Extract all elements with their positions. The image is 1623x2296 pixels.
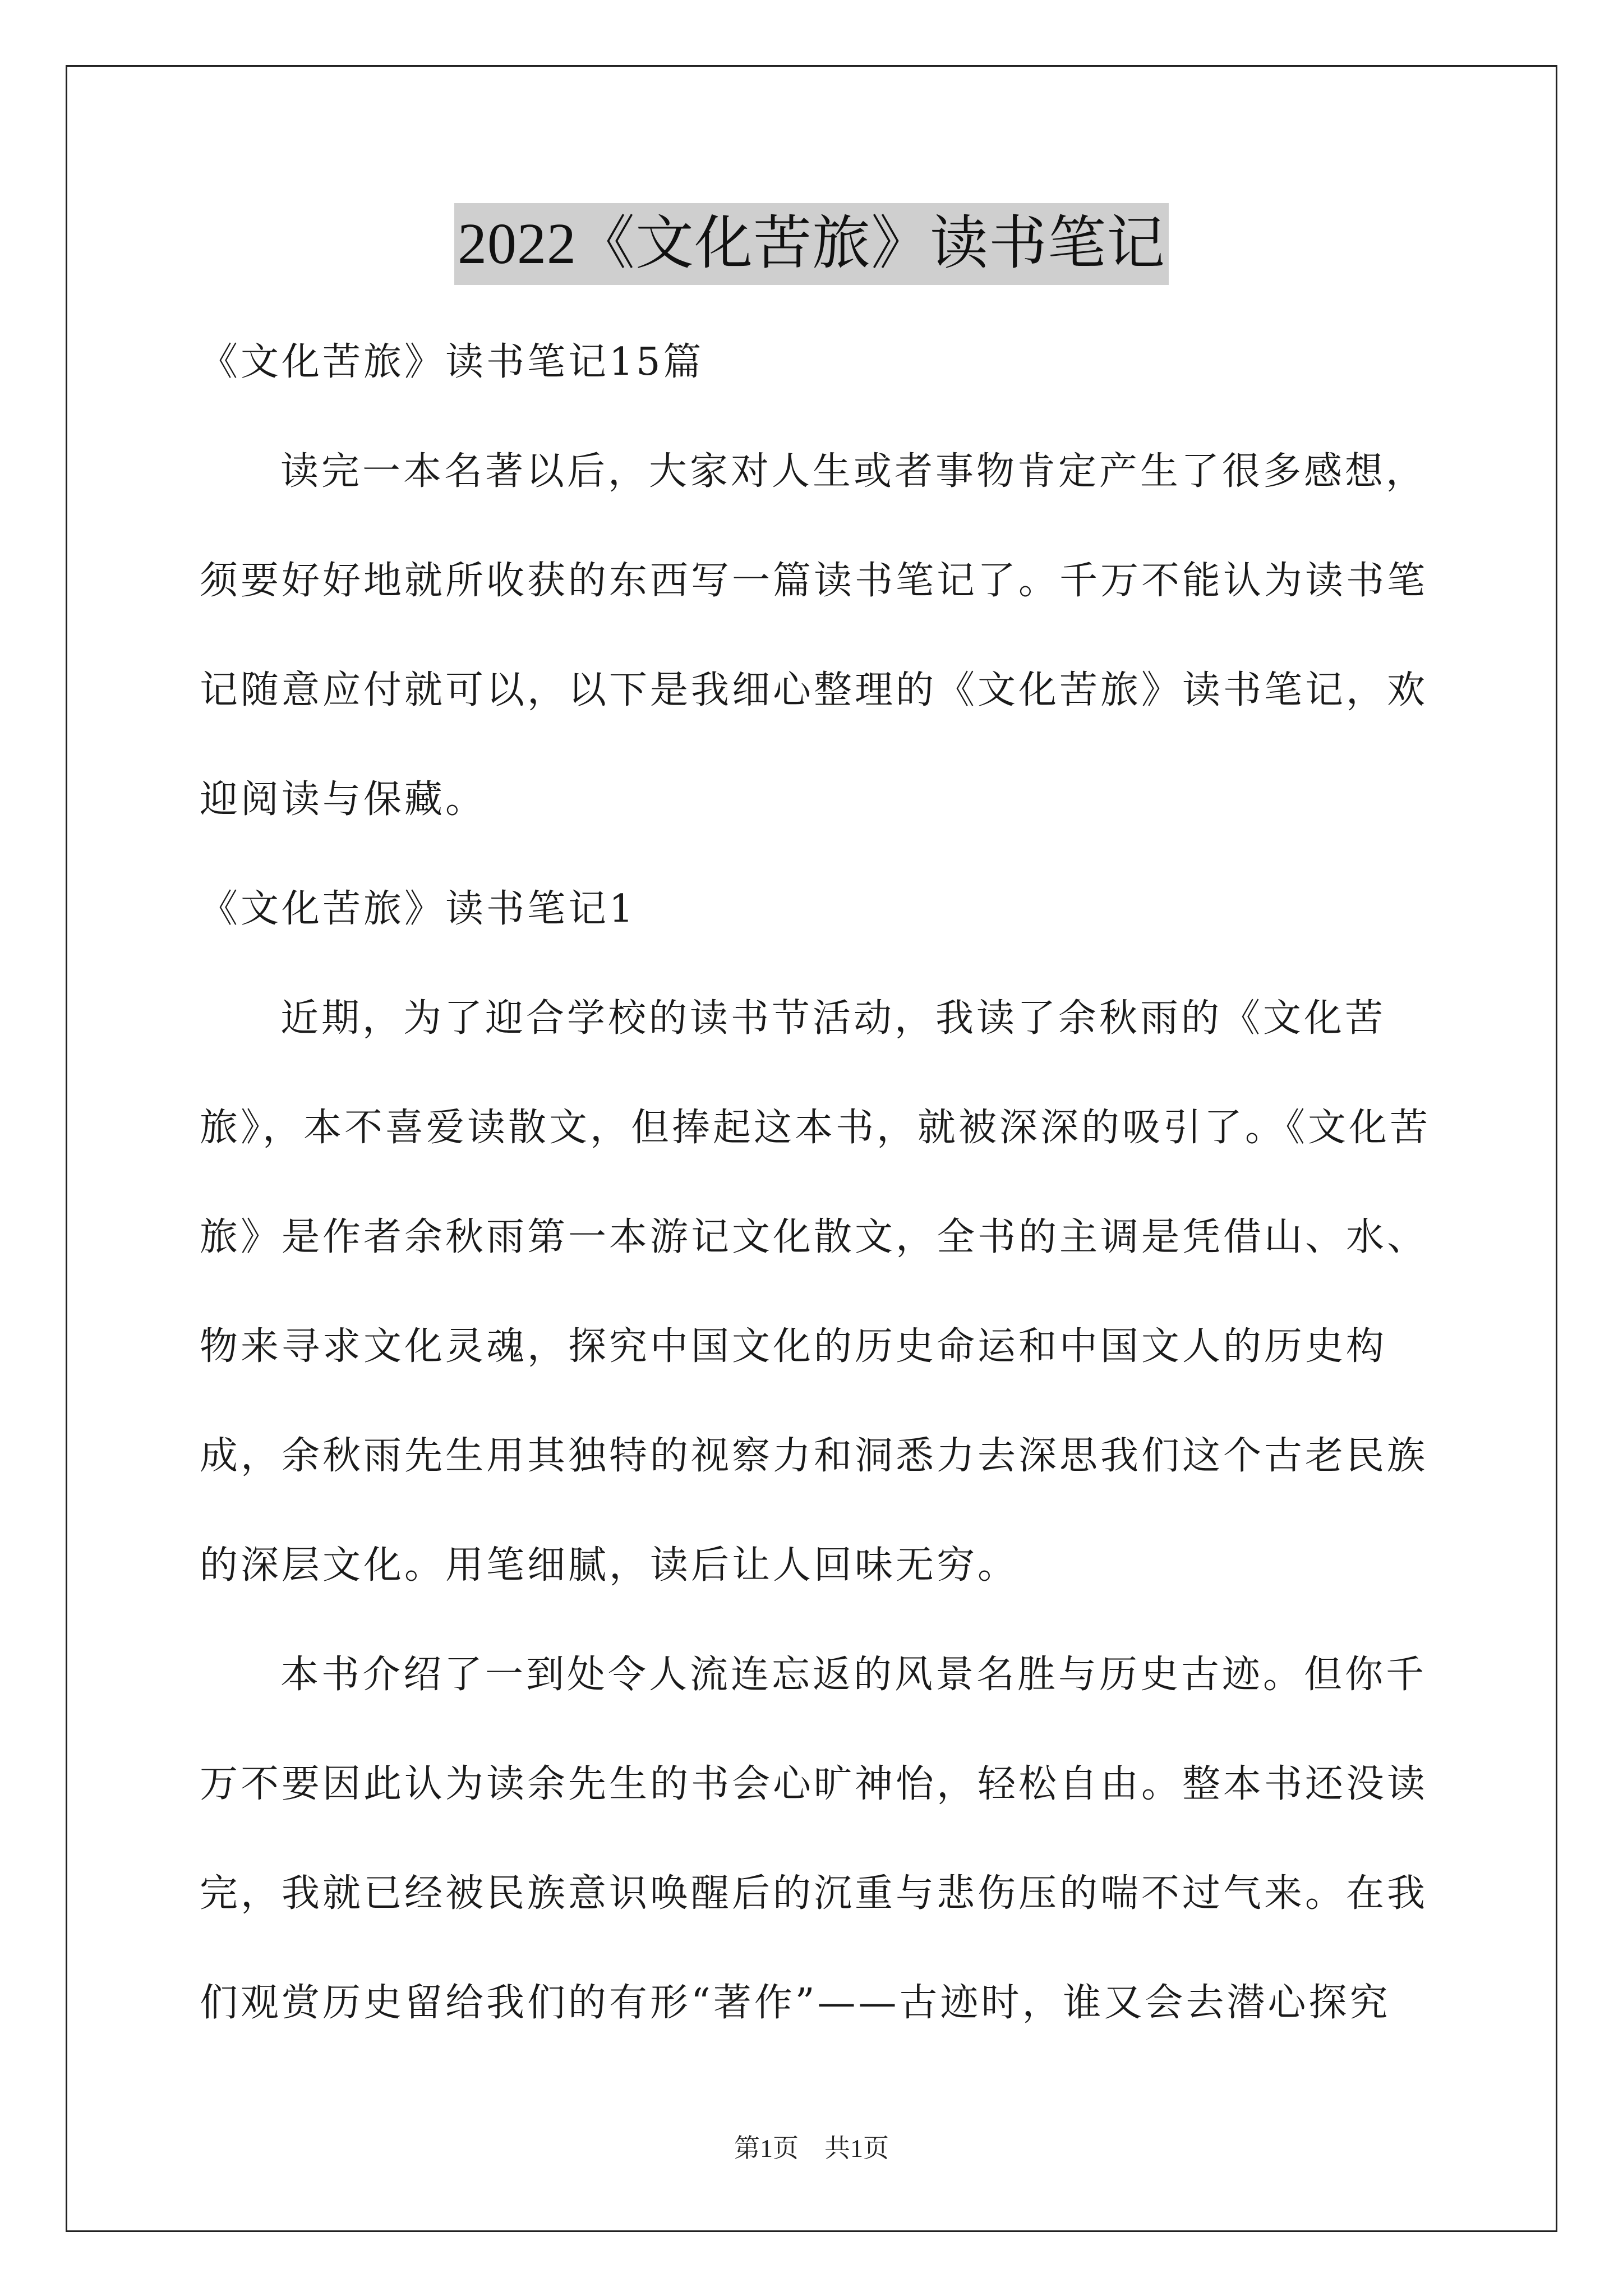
document-body <box>200 307 1467 2058</box>
body-paragraph: 本书介绍了一到处令人流连忘返的风景名胜与历史古迹。但你千万不要因此认为读余先生的书会心旷神怡，轻松自由。整本书还没读完，我就已经被民族意识唤醒后的沉重与悲伤压的喘不过气来。在我们观赏历史留给我们的有形“著作”——古迹时，谁又会去潜心探究 <box>200 1653 1428 2025</box>
document-title: 2022《文化苦旅》读书笔记 <box>454 203 1169 285</box>
title-container <box>0 203 1623 285</box>
intro-paragraph: 读完一本名著以后，大家对人生或者事物肯定产生了很多感想，须要好好地就所收获的东西写一篇读书笔记了。千万不能认为读书笔记随意应付就可以，以下是我细心整理的《文化苦旅》读书笔记，欢迎阅读与保藏。 <box>200 449 1428 822</box>
body-paragraph: 近期，为了迎合学校的读书节活动，我读了余秋雨的《文化苦旅》，本不喜爱读散文，但捧起这本书，就被深深的吸引了。《文化苦旅》是作者余秋雨第一本游记文化散文，全书的主调是凭借山、水、物来寻求文化灵魂，探究中国文化的历史命运和中国文人的历史构成，余秋雨先生用其独特的视察力和洞悉力去深思我们这个古老民族的深层文化。用笔细腻，读后让人回味无穷。 <box>200 996 1431 1588</box>
section-heading: 《文化苦旅》读书笔记1 <box>200 887 637 931</box>
document-subtitle: 《文化苦旅》读书笔记15篇 <box>200 340 704 384</box>
page-footer: 第1页 共1页 <box>734 2134 889 2162</box>
